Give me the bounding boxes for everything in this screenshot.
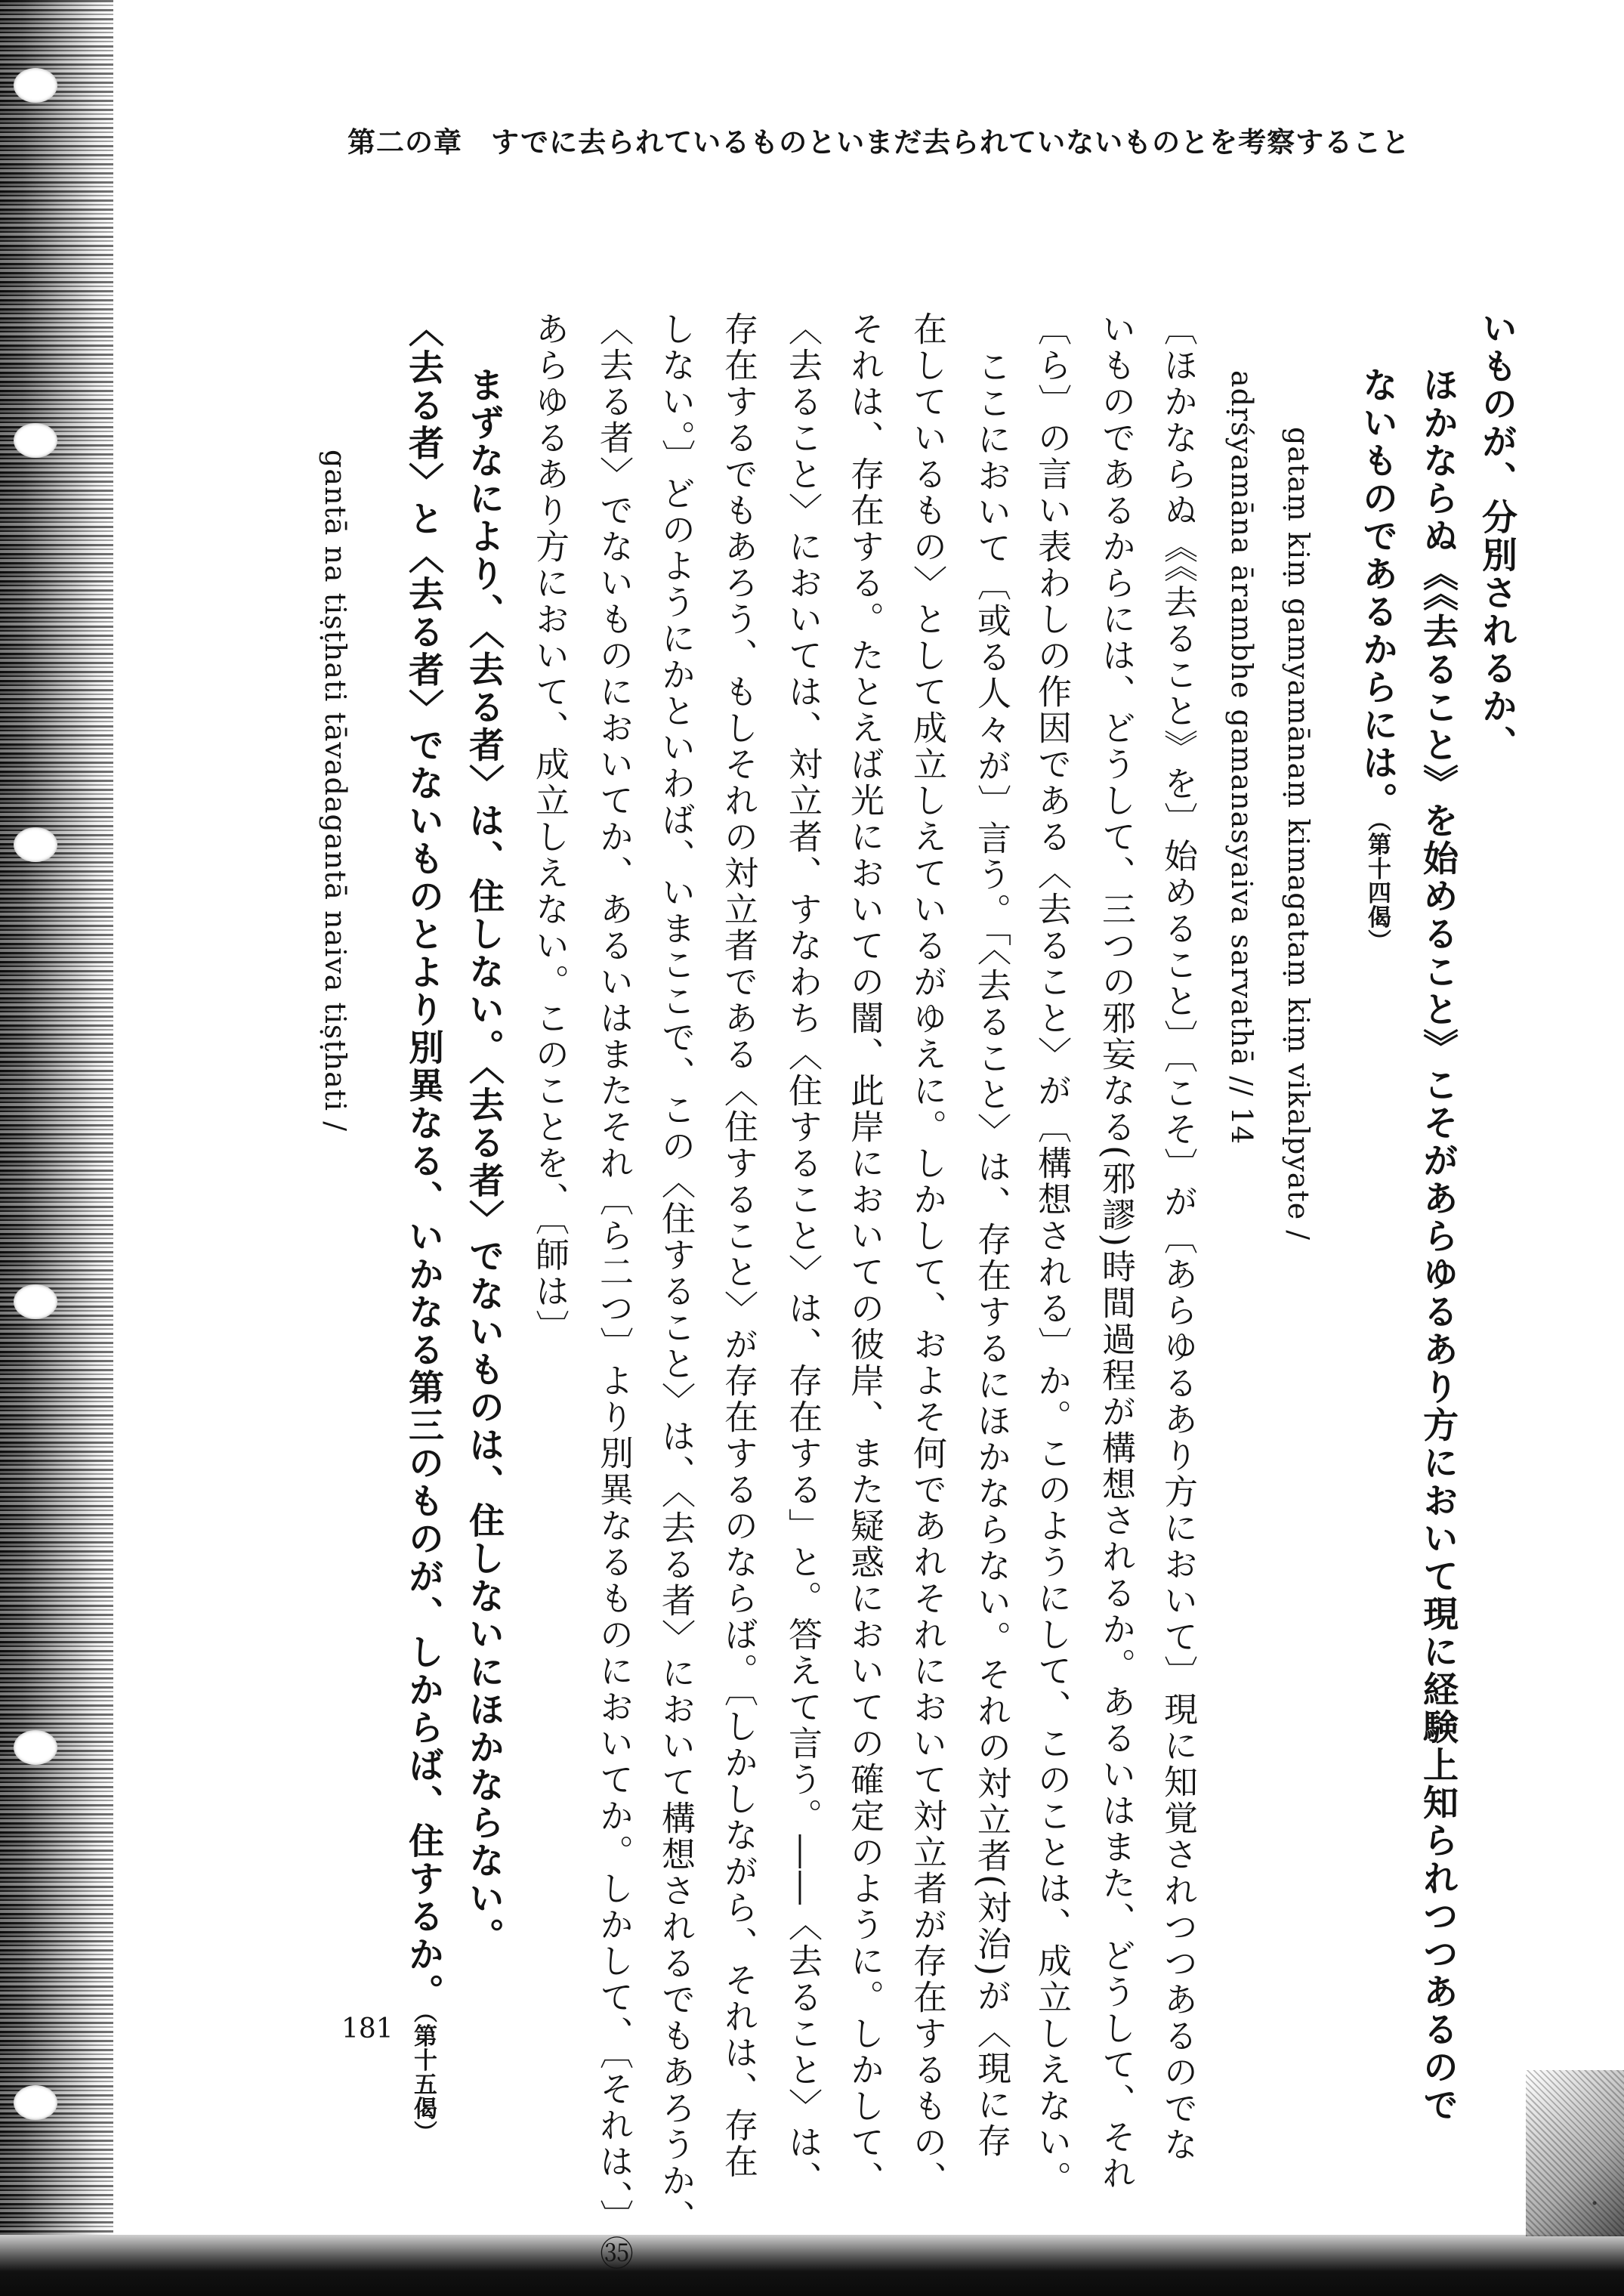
text-line: ないものであるからには。（第十四偈） (1357, 366, 1398, 953)
binder-hole (14, 68, 57, 103)
text-line: 〔ら〕の言い表わしの作因である〈去ること〉が〔構想される〕か。このようにして、このことは、成立しえない。 (1032, 311, 1072, 2197)
binder-hole (14, 2085, 57, 2120)
binding-edge (0, 0, 113, 2296)
text-line: 〈去ること〉においては、対立者、すなわち〈住すること〉は、存在する」と。答えて言う。――〈去ること〉は、 (783, 311, 823, 2197)
text-line: 〈去る者〉でないものにおいてか、あるいはまたそれ〔ら二つ〕より別異なるものにおいてか。しかして、〔それは、〕㉟ (594, 311, 634, 2272)
verse-translation-line: 〈去る者〉と〈去る者〉でないものとより別異なる、いかなる第三のものが、しからば、住するか。（第十五偈） (403, 311, 444, 2145)
bottom-scan-edge (0, 2235, 1624, 2296)
page-number: 181 (341, 2013, 394, 2044)
text-line: 在しているもの〉として成立しえているがゆえに。しかして、およそ何であれそれにおいて対立者が存在するもの、 (907, 311, 947, 2197)
binder-hole (14, 827, 57, 862)
sanskrit-verse-line: gataṃ kiṃ gamyamānaṃ kimagataṃ kiṃ vikalpyate / (1282, 427, 1315, 1241)
circled-marker: ㉟ (594, 2236, 634, 2272)
binder-hole (14, 1730, 57, 1765)
text-line: あらゆるあり方において、成立しえない。このことを、〔師は〕 (529, 311, 570, 1346)
sanskrit-verse-line: gantā na tiṣṭhati tāvadagantā naiva tiṣṭhati / (319, 450, 352, 1133)
verse-note: （第十五偈） (409, 2011, 437, 2145)
binder-hole (14, 423, 57, 458)
text-line: ほかならぬ《《去ること》を始めること》こそがあらゆるあり方において現に経験上知られつつあるので (1417, 366, 1459, 2124)
sanskrit-verse-line: adṛśyamāna ārambhe gamanasyaiva sarvathā // 14 (1225, 370, 1258, 1145)
text-line: それは、存在する。たとえば光においての闇、此岸においての彼岸、また疑惑においての確定のように。しかして、 (844, 311, 885, 2197)
binder-hole (14, 1284, 57, 1319)
text-line: いものが、分別されるか、 (1476, 310, 1517, 763)
text-line: 存在するでもあろう、もしそれの対立者である〈住すること〉が存在するのならば。〔しかしながら、それは、存在 (718, 311, 758, 2180)
verse-note: （第十四偈） (1363, 820, 1391, 953)
corner-scan-noise (1526, 2070, 1624, 2236)
text-line: ここにおいて〔或る人々が〕言う。「〈去ること〉は、存在するにほかならない。それの対立者(対治)が〈現に存 (971, 349, 1011, 2160)
text-line: いものであるからには、どうして、三つの邪妄なる(邪謬)時間過程が構想されるか。あるいはまた、どうして、それ (1096, 311, 1136, 2192)
verse-translation-line: まずなにより、〈去る者〉は、住しない。〈去る者〉でないものは、住しないにほかならない。 (463, 366, 505, 1955)
text-line: しない。〕どのようにかといわば、いまここで、この〈住すること〉は、〈去る者〉において構想されるでもあろうか、 (656, 311, 696, 2236)
running-header: 第二の章 すでに去られているものといまだ去られていないものとを考察すること (347, 126, 1411, 159)
text-line: 〔ほかならぬ《《去ること》を〕始めること〕〔こそ〕が〔あらゆるあり方において〕現に知覚されつつあるのでな (1158, 311, 1198, 2163)
